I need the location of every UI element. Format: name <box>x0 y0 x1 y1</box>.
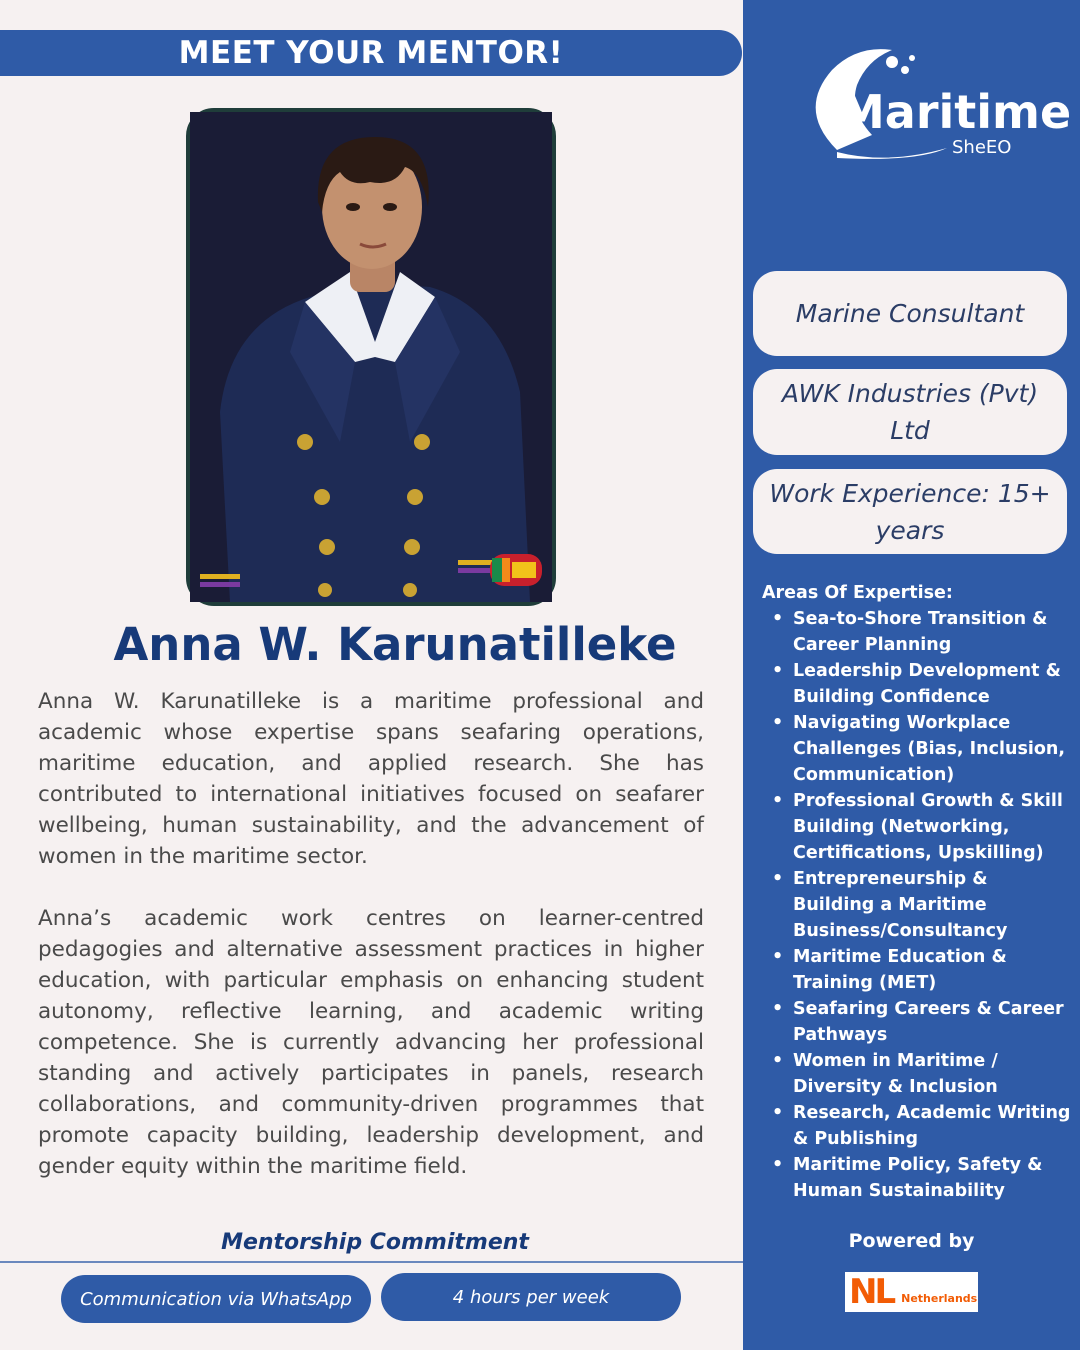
header-banner <box>0 30 742 76</box>
list-item: • Research, Academic Writing & Publishing <box>762 1100 1074 1152</box>
nl-mark: NL <box>849 1272 894 1312</box>
powered-by-label: Powered by <box>848 1230 975 1252</box>
page-title: MEET YOUR MENTOR! <box>178 35 564 71</box>
mentor-photo <box>186 108 556 606</box>
experience-text: Work Experience: 15+ years <box>769 478 1051 545</box>
role-text: Marine Consultant <box>795 299 1025 328</box>
role-card <box>753 271 1067 356</box>
mentor-bio <box>38 686 704 1182</box>
maritime-sheeo-logo <box>797 40 1072 170</box>
commitment-title: Mentorship Commitment <box>221 1230 529 1255</box>
list-item: • Navigating Workplace Challenges (Bias, Inclusion, Communication) <box>762 710 1074 788</box>
wave-logo-icon <box>797 40 1072 170</box>
company-text: AWK Industries (Pvt) Ltd <box>781 379 1039 445</box>
list-item: • Maritime Education & Training (MET) <box>762 944 1074 996</box>
nl-netherlands-logo <box>845 1272 978 1312</box>
svg-text:Maritime: Maritime <box>839 85 1072 139</box>
company-card <box>753 369 1067 455</box>
nl-country: Netherlands <box>901 1291 978 1305</box>
list-item: • Entrepreneurship & Building a Maritime Business/Consultancy <box>762 866 1074 944</box>
expertise-list <box>762 606 1074 1204</box>
list-item: • Professional Growth & Skill Building (Networking, Certifications, Upskilling) <box>762 788 1074 866</box>
expertise-section <box>762 580 1074 1204</box>
hours-pill: 4 hours per week <box>381 1273 681 1321</box>
list-item: • Seafaring Careers & Career Pathways <box>762 996 1074 1048</box>
list-item: • Sea-to-Shore Transition & Career Planning <box>762 606 1074 658</box>
list-item: • Maritime Policy, Safety & Human Sustainability <box>762 1152 1074 1204</box>
list-item: • Women in Maritime / Diversity & Inclusion <box>762 1048 1074 1100</box>
bio-paragraph: Anna W. Karunatilleke is a maritime professional and academic whose expertise spans seafaring operations, maritime education, and applied research. She has contributed to international initiatives focused on seafarer wellbeing, human sustainability, and the advancement of women in the maritime sector. <box>38 689 704 869</box>
experience-card <box>753 469 1067 554</box>
mentor-name: Anna W. Karunatilleke <box>113 618 677 671</box>
bio-paragraph: Anna’s academic work centres on learner-centred pedagogies and alternative assessment practices in higher education, with particular emphasis on enhancing student autonomy, reflective learning, and academic writing competence. She is currently advancing her professional standing and actively participates in panels, research collaborations, and community-driven programmes that promote capacity building, leadership development, and gender equity within the maritime field. <box>38 906 704 1179</box>
expertise-heading: Areas Of Expertise: <box>762 583 953 603</box>
communication-pill: Communication via WhatsApp <box>61 1275 371 1323</box>
mentor-portrait-image <box>190 112 552 602</box>
divider <box>0 1261 743 1263</box>
list-item: • Leadership Development & Building Confidence <box>762 658 1074 710</box>
svg-text:SheEO: SheEO <box>952 137 1012 158</box>
